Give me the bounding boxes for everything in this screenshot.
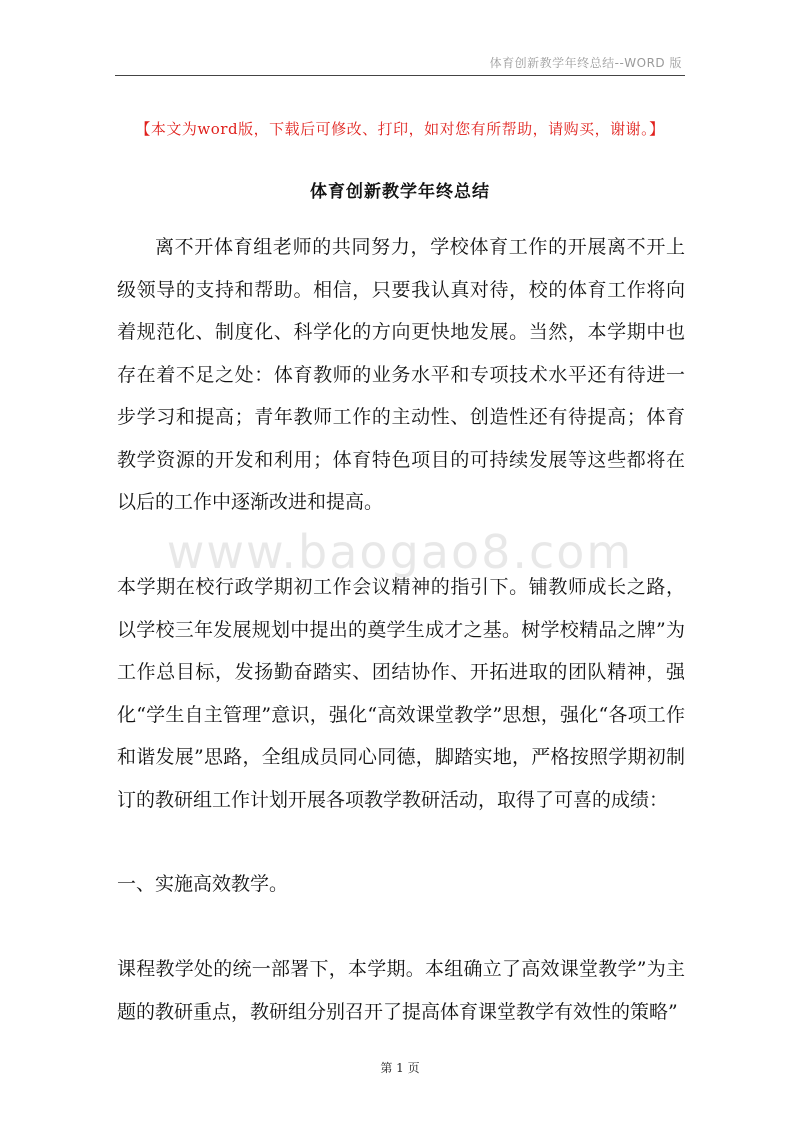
paragraph-1: 离不开体育组老师的共同努力，学校体育工作的开展离不开上级领导的支持和帮助。相信，只要我认真对待，校的体育工作将向着规范化、制度化、科学化的方向更快地发展。当然，本学期中也存在着不足之处：体育教师的业务水平和专项技术水平还有待进一步学习和提高；青年教师工作的主动性、创造性还有待提高；体育教学资源的开发和利用；体育特色项目的可持续发展等这些都将在以后的工作中逐渐改进和提高。	[117, 236, 685, 513]
running-header: 体育创新教学年终总结--WORD 版	[489, 56, 682, 70]
purchase-notice: 【本文为word版，下载后可修改、打印，如对您有所帮助，请购买，谢谢。】	[135, 120, 665, 138]
document-title: 体育创新教学年终总结	[310, 182, 490, 202]
section-heading-1: 一、实施高效教学。	[117, 873, 289, 895]
paragraph-3: 课程教学处的统一部署下，本学期。本组确立了高效课堂教学”为主题的教研重点，教研组分别召开了提高体育课堂教学有效性的策略”	[117, 958, 685, 1023]
header-divider	[115, 75, 685, 76]
page-number: 第 1 页	[380, 1061, 420, 1075]
paragraph-2: 本学期在校行政学期初工作会议精神的指引下。铺教师成长之路，以学校三年发展规划中提出的奠学生成才之基。树学校精品之牌”为工作总目标，发扬勤奋踏实、团结协作、开拓进取的团队精神，强化“学生自主管理”意识，强化“高效课堂教学”思想，强化“各项工作和谐发展”思路，全组成员同心同德，脚踏实地，严格按照学期初制订的教研组工作计划开展各项教学教研活动，取得了可喜的成绩：	[117, 576, 685, 811]
watermark: www.baogao8.com	[166, 525, 634, 579]
